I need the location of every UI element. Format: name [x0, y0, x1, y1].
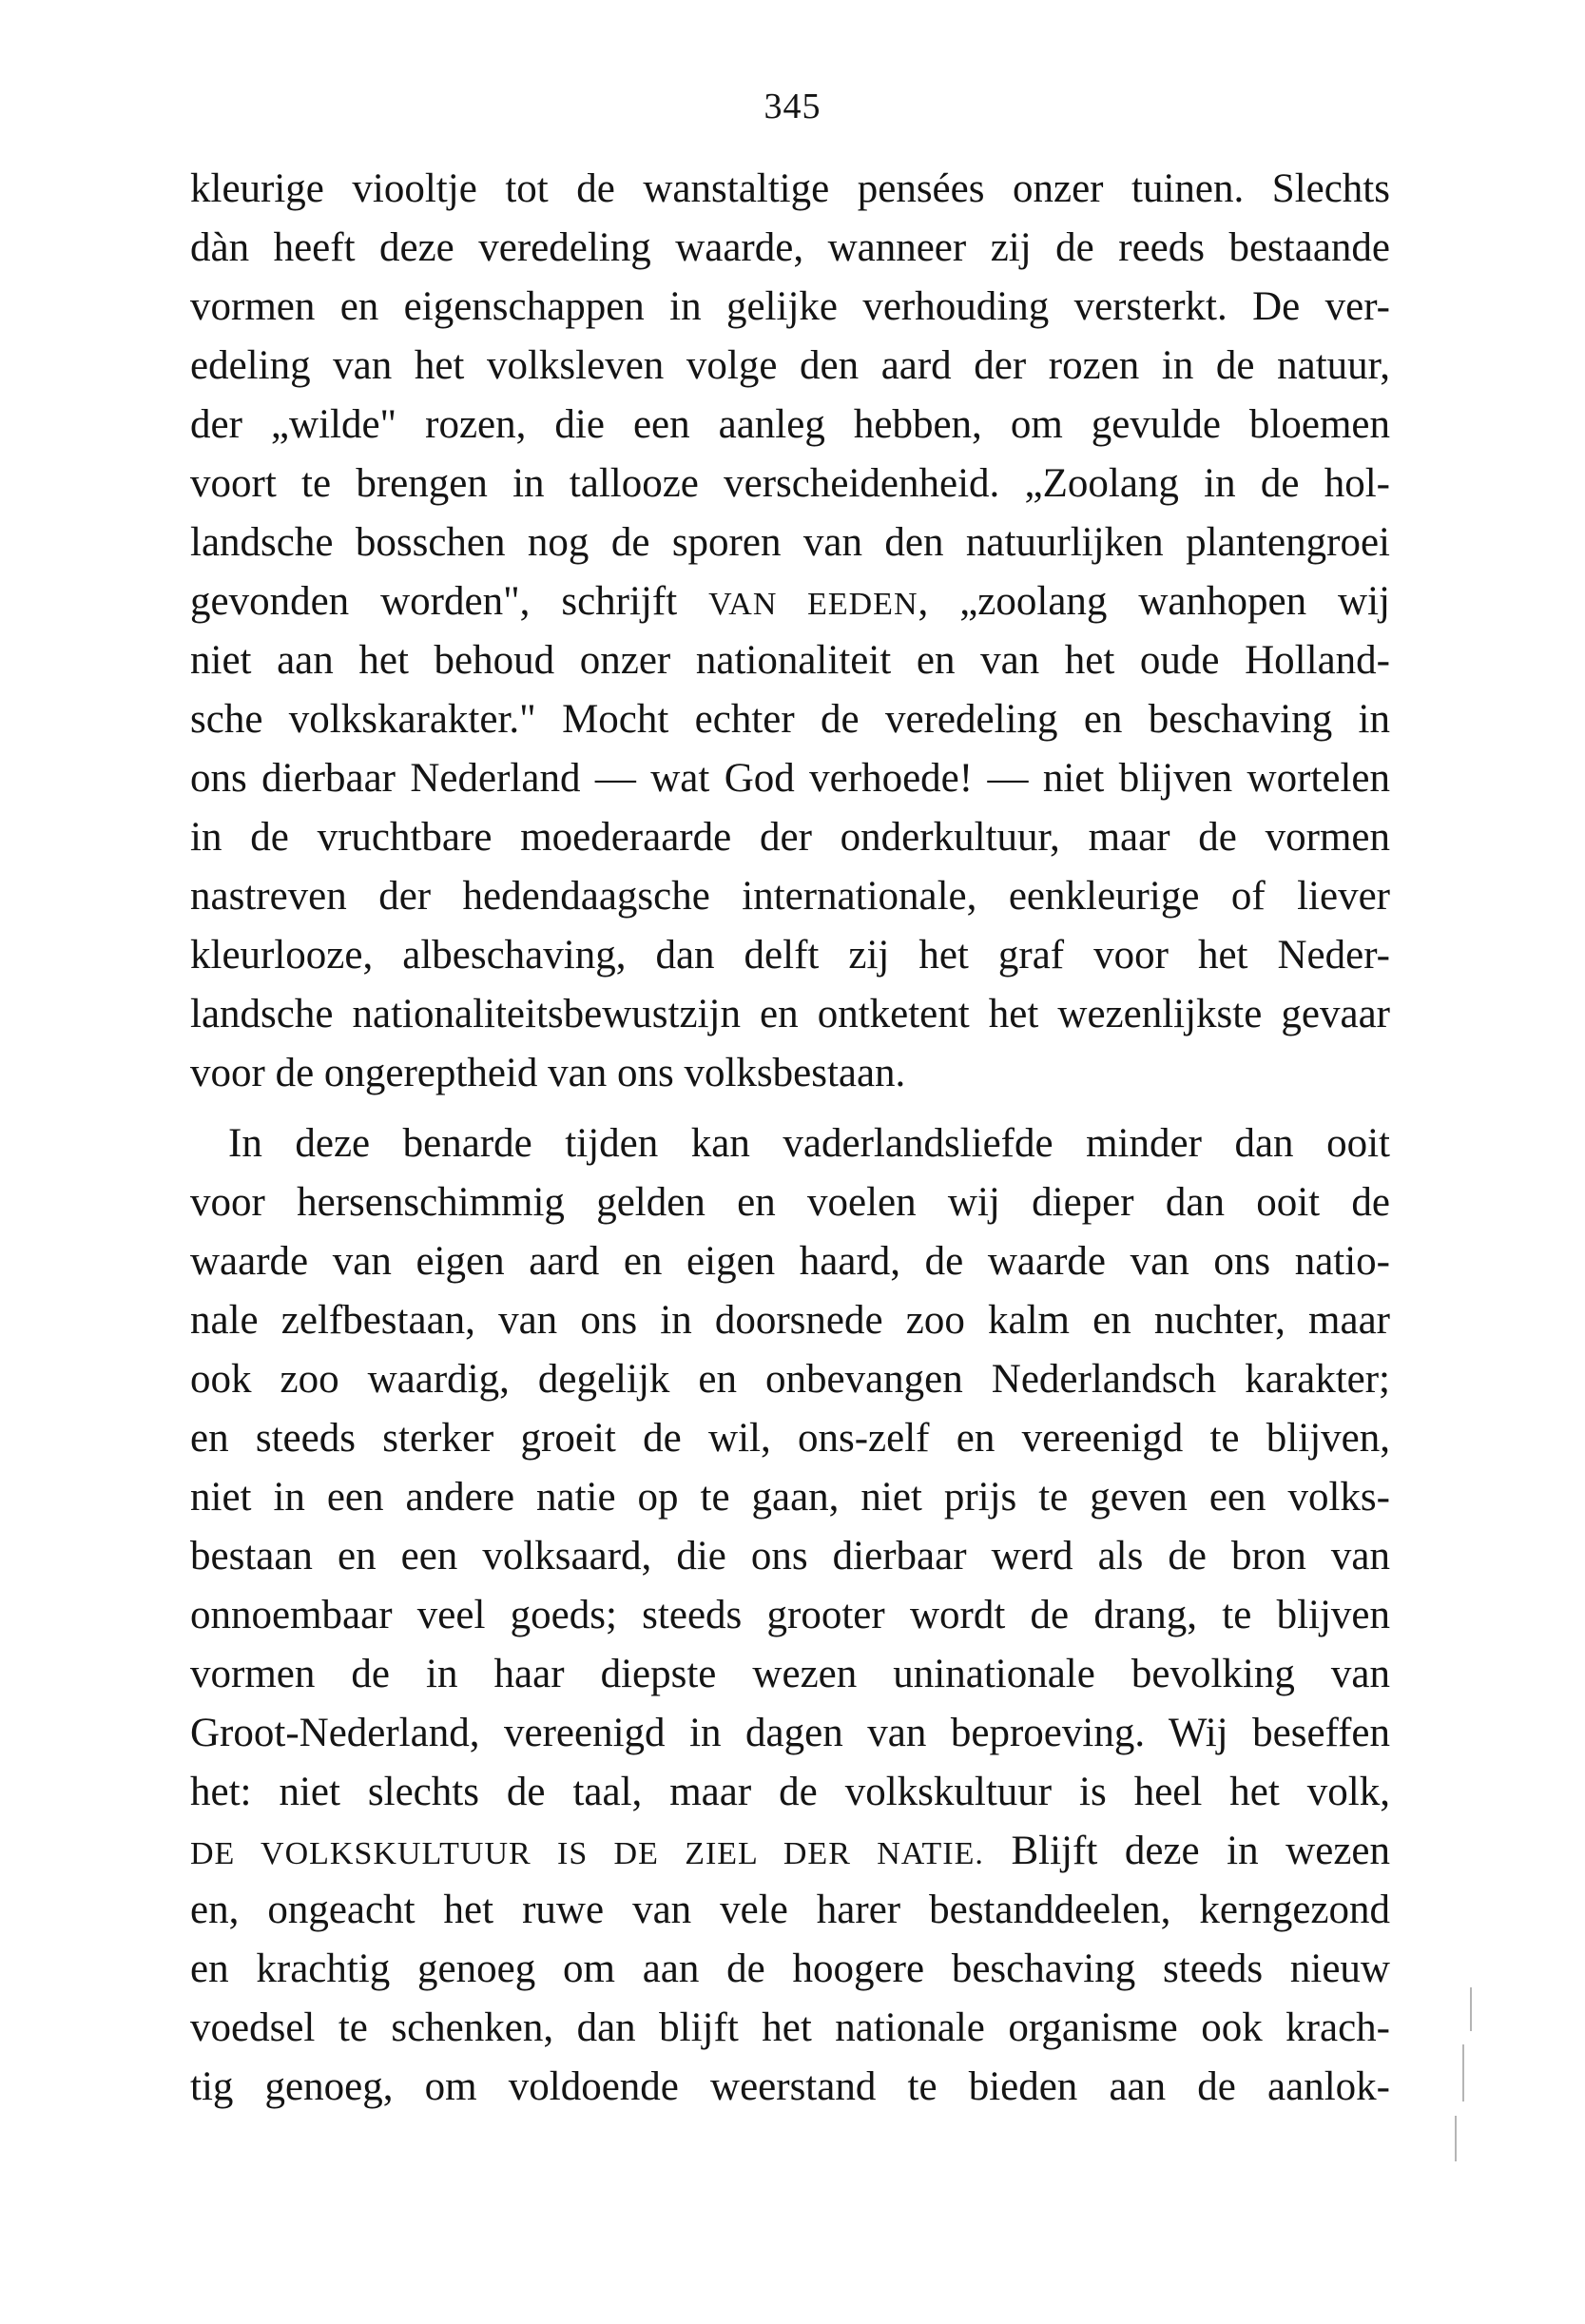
text-line: kleurlooze, albeschaving, dan delft zij het graf voor het Neder- — [190, 933, 1390, 978]
text-line: waarde van eigen aard en eigen haard, de waarde van ons natio- — [190, 1239, 1390, 1284]
text-line: landsche nationaliteitsbewustzijn en ontketent het wezenlijkste gevaar — [190, 992, 1390, 1036]
text-line: in de vruchtbare moederaarde der onderkultuur, maar de vormen — [190, 815, 1390, 860]
scan-mark — [1462, 2044, 1464, 2101]
text-line: niet aan het behoud onzer nationaliteit en van het oude Holland- — [190, 638, 1390, 683]
paragraph-gap — [190, 1103, 1390, 1114]
text-line: bestaan en een volksaard, die ons dierbaar werd als de bron van — [190, 1534, 1390, 1578]
text-line: vormen de in haar diepste wezen uninationale bevolking van — [190, 1652, 1390, 1696]
text-line: dàn heeft deze veredeling waarde, wanneer zij de reeds bestaande — [190, 225, 1390, 270]
text-line: edeling van het volksleven volge den aard der rozen in de natuur, — [190, 343, 1390, 388]
paragraph-1 — [190, 160, 1390, 1103]
text-line: Groot-Nederland, vereenigd in dagen van beproeving. Wij beseffen — [190, 1711, 1390, 1755]
text-line: kleurige viooltje tot de wanstaltige pensées onzer tuinen. Slechts — [190, 166, 1390, 211]
text-line: en steeds sterker groeit de wil, ons-zelf en vereenigd te blijven, — [190, 1416, 1390, 1461]
text-line-with-small-caps: DE VOLKSKULTUUR IS DE ZIEL DER NATIE. Blijft deze in wezen — [190, 1829, 1390, 1873]
author-name: VAN EEDEN — [708, 587, 918, 622]
text-line: nale zelfbestaan, van ons in doorsnede zoo kalm en nuchter, maar — [190, 1298, 1390, 1343]
text-line: ook zoo waardig, degelijk en onbevangen Nederlandsch karakter; — [190, 1357, 1390, 1402]
scan-mark — [1455, 2116, 1457, 2161]
text-line: der „wilde" rozen, die een aanleg hebben, om gevulde bloemen — [190, 402, 1390, 447]
text-line: landsche bosschen nog de sporen van den natuurlijken plantengroei — [190, 520, 1390, 565]
paragraph-2 — [190, 1114, 1390, 2117]
text-line: tig genoeg, om voldoende weerstand te bieden aan de aanlok- — [190, 2064, 1390, 2109]
text-line: voedsel te schenken, dan blijft het nationale organisme ook krach- — [190, 2005, 1390, 2050]
text-line: en, ongeacht het ruwe van vele harer bestanddeelen, kerngezond — [190, 1888, 1390, 1932]
text-line: niet in een andere natie op te gaan, niet prijs te geven een volks- — [190, 1475, 1390, 1520]
page-number: 345 — [764, 87, 821, 126]
text-line-indented: In deze benarde tijden kan vaderlandsliefde minder dan ooit — [228, 1121, 1390, 1166]
scan-mark — [1470, 1987, 1472, 2031]
text-line: vormen en eigenschappen in gelijke verhouding versterkt. De ver- — [190, 284, 1390, 329]
text-line: ons dierbaar Nederland — wat God verhoede! — niet blijven wortelen — [190, 756, 1390, 801]
text-line: en krachtig genoeg om aan de hoogere beschaving steeds nieuw — [190, 1946, 1390, 1991]
small-caps-text: DE VOLKSKULTUUR IS DE ZIEL DER NATIE. — [190, 1836, 984, 1871]
text-line: het: niet slechts de taal, maar de volkskultuur is heel het volk, — [190, 1770, 1390, 1814]
text-line-with-author-name: gevonden worden", schrijft VAN EEDEN, „zoolang wanhopen wij — [190, 579, 1391, 624]
text-line: nastreven der hedendaagsche internationale, eenkleurige of liever — [190, 874, 1390, 919]
text-line: onnoembaar veel goeds; steeds grooter wordt de drang, te blijven — [190, 1593, 1390, 1637]
body-text — [190, 160, 1390, 2117]
text-line: voort te brengen in tallooze verscheidenheid. „Zoolang in de hol- — [190, 461, 1390, 506]
text-line: sche volkskarakter." Mocht echter de veredeling en beschaving in — [190, 697, 1390, 742]
text-line: voor hersenschimmig gelden en voelen wij dieper dan ooit de — [190, 1180, 1390, 1225]
text-line-last: voor de ongereptheid van ons volksbestaan. — [190, 1051, 906, 1095]
